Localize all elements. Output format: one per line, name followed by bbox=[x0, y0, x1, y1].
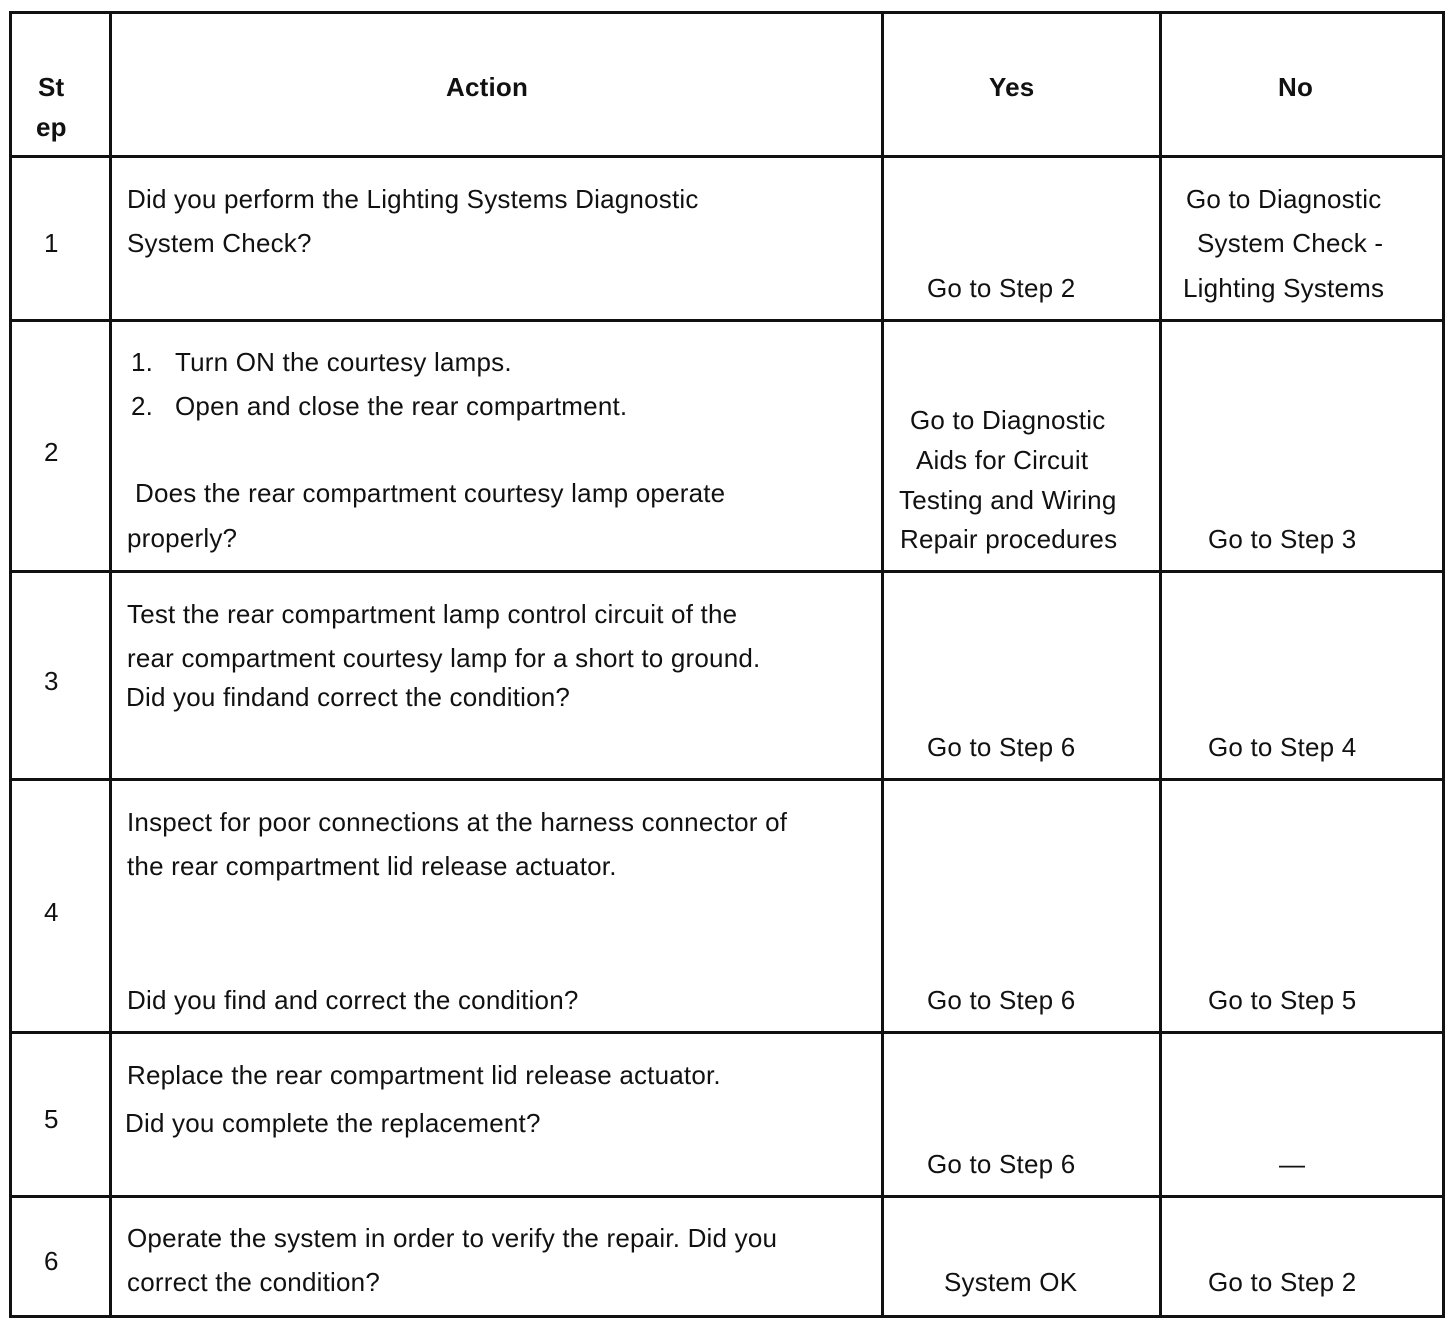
yes-link[interactable]: Go to Step 6 bbox=[927, 1149, 1076, 1179]
header-yes: Yes bbox=[989, 72, 1035, 102]
action-question: Did you find and correct the condition? bbox=[127, 985, 579, 1015]
no-link[interactable]: Go to Step 4 bbox=[1208, 732, 1357, 762]
header-no: No bbox=[1278, 72, 1314, 102]
action-text: Test the rear compartment lamp control circuit of the bbox=[127, 599, 738, 629]
yes-link[interactable]: Go to Step 2 bbox=[927, 273, 1076, 303]
action-text: Did you findand correct the condition? bbox=[126, 682, 571, 712]
table-row-step-4 bbox=[9, 778, 1445, 1034]
header-action: Action bbox=[446, 72, 529, 102]
table-row-step-3 bbox=[9, 570, 1445, 781]
yes-link[interactable]: Aids for Circuit bbox=[916, 445, 1089, 475]
list-marker: 2. bbox=[131, 391, 154, 421]
action-text: Did you complete the replacement? bbox=[125, 1108, 541, 1138]
step-number: 4 bbox=[44, 897, 59, 927]
yes-link[interactable]: Go to Diagnostic bbox=[910, 405, 1106, 435]
table-row-step-1 bbox=[9, 155, 1445, 322]
action-list-item: Turn ON the courtesy lamps. bbox=[175, 347, 512, 377]
step-number: 5 bbox=[44, 1104, 59, 1134]
step-number: 6 bbox=[44, 1246, 59, 1276]
step-number: 3 bbox=[44, 666, 59, 696]
action-text: Did you perform the Lighting Systems Diagnostic bbox=[127, 184, 699, 214]
yes-link[interactable]: Go to Step 6 bbox=[927, 985, 1076, 1015]
action-list-item: Open and close the rear compartment. bbox=[175, 391, 628, 421]
table-header-row bbox=[9, 11, 1445, 158]
step-number: 1 bbox=[44, 228, 59, 258]
no-link[interactable]: Go to Step 5 bbox=[1208, 985, 1357, 1015]
list-marker: 1. bbox=[131, 347, 154, 377]
yes-link[interactable]: Go to Step 6 bbox=[927, 732, 1076, 762]
yes-value: System OK bbox=[944, 1267, 1078, 1297]
diagnostic-table bbox=[9, 11, 1445, 1324]
table-row-step-2 bbox=[9, 319, 1445, 573]
table-row-step-6 bbox=[9, 1195, 1445, 1318]
action-text: Replace the rear compartment lid release actuator. bbox=[127, 1060, 721, 1090]
action-question: Does the rear compartment courtesy lamp operate bbox=[135, 478, 726, 508]
no-value: — bbox=[1279, 1149, 1306, 1179]
action-text: correct the condition? bbox=[127, 1267, 380, 1297]
action-text: Inspect for poor connections at the harness connector of bbox=[127, 807, 788, 837]
step-number: 2 bbox=[44, 437, 59, 467]
header-step-line1: St bbox=[38, 72, 65, 102]
action-text: the rear compartment lid release actuator. bbox=[127, 851, 617, 881]
header-step-line2: ep bbox=[36, 112, 67, 142]
no-link[interactable]: Go to Step 3 bbox=[1208, 524, 1357, 554]
no-link[interactable]: Lighting Systems bbox=[1183, 273, 1385, 303]
action-text: rear compartment courtesy lamp for a short to ground. bbox=[127, 643, 761, 673]
yes-link[interactable]: Repair procedures bbox=[900, 524, 1118, 554]
no-link[interactable]: System Check - bbox=[1197, 228, 1384, 258]
yes-link[interactable]: Testing and Wiring bbox=[899, 485, 1117, 515]
action-text: Operate the system in order to verify the repair. Did you bbox=[127, 1223, 778, 1253]
no-link[interactable]: Go to Diagnostic bbox=[1186, 184, 1382, 214]
table-row-step-5 bbox=[9, 1031, 1445, 1198]
action-question: properly? bbox=[127, 523, 238, 553]
action-text: System Check? bbox=[127, 228, 312, 258]
no-link[interactable]: Go to Step 2 bbox=[1208, 1267, 1357, 1297]
